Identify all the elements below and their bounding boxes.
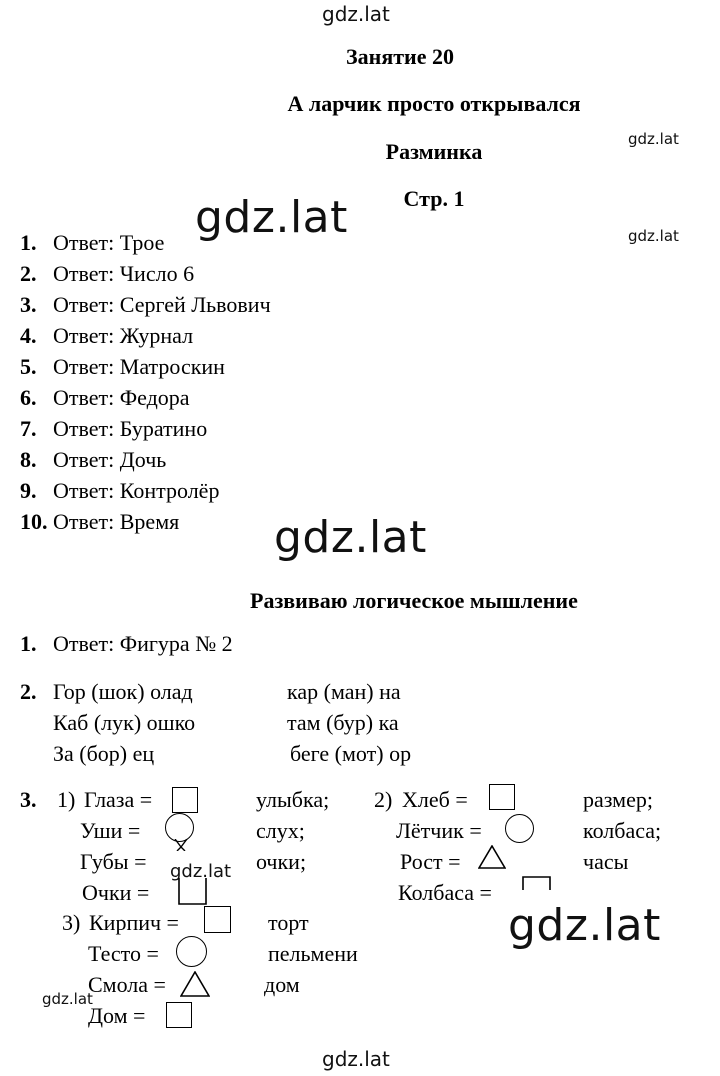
task-2-left: Каб (лук) ошко — [53, 710, 196, 735]
group-2-answer: колбаса; — [583, 818, 662, 843]
section-title: Разминка — [385, 139, 483, 164]
triangle-shape — [180, 971, 210, 997]
list-item: 2. Ответ: Число 6 — [20, 261, 195, 286]
group-2-item: Колбаса = — [398, 880, 492, 905]
watermark: gdz.lat — [322, 1047, 390, 1071]
square-shape — [489, 784, 515, 810]
group-2-item: Хлеб = — [402, 787, 468, 812]
group-3-answer: дом — [264, 972, 300, 997]
group-1-item: Глаза = — [84, 787, 153, 812]
group-1-answer: слух; — [256, 818, 305, 843]
task-2-left: Гор (шок) олад — [53, 679, 193, 704]
watermark: gdz.lat — [628, 227, 679, 245]
group-1-answer: улыбка; — [256, 787, 330, 812]
group-2-answer: часы — [583, 849, 629, 874]
list-item: 5. Ответ: Матроскин — [20, 354, 225, 379]
square-shape — [522, 876, 552, 890]
watermark: gdz.lat — [274, 512, 427, 563]
square-shape — [204, 906, 231, 933]
group-2-answer: размер; — [583, 787, 653, 812]
task-2-right: там (бур) ка — [287, 710, 399, 735]
group-3-item: Кирпич = — [89, 910, 179, 935]
group-3-answer: торт — [268, 910, 309, 935]
task-2-number: 2. — [20, 679, 37, 704]
group-3-item: Тесто = — [88, 941, 159, 966]
task-3-number: 3. — [20, 787, 37, 812]
cross-mark — [171, 839, 191, 851]
list-item: 10. Ответ: Время — [20, 509, 180, 534]
list-item: 9. Ответ: Контролёр — [20, 478, 220, 503]
list-item: 3. Ответ: Сергей Львович — [20, 292, 271, 317]
watermark: gdz.lat — [42, 990, 93, 1008]
task-1: 1. Ответ: Фигура № 2 — [20, 631, 233, 656]
task-2-left: За (бор) ец — [53, 741, 155, 766]
group-2-item: Лётчик = — [396, 818, 482, 843]
lesson-number: Занятие 20 — [346, 44, 454, 69]
watermark: gdz.lat — [628, 130, 679, 148]
list-item: 6. Ответ: Федора — [20, 385, 190, 410]
watermark: gdz.lat — [508, 900, 661, 951]
group-3-answer: пельмени — [268, 941, 358, 966]
triangle-shape — [478, 845, 506, 869]
list-item: 8. Ответ: Дочь — [20, 447, 167, 472]
lesson-title: А ларчик просто открывался — [287, 91, 581, 116]
watermark: gdz.lat — [170, 861, 232, 882]
watermark: gdz.lat — [322, 2, 390, 26]
circle-shape — [176, 936, 207, 967]
group-1-label: 1) — [57, 787, 76, 812]
group-3-label: 3) — [62, 910, 81, 935]
group-2-label: 2) — [374, 787, 393, 812]
section-heading: Развиваю логическое мышление — [250, 588, 578, 613]
group-3-item: Дом = — [88, 1003, 146, 1028]
page-label: Стр. 1 — [403, 186, 465, 211]
watermark: gdz.lat — [195, 192, 348, 243]
task-2-right: беге (мот) ор — [290, 741, 412, 766]
group-1-item: Уши = — [80, 818, 141, 843]
group-1-answer: очки; — [256, 849, 307, 874]
group-1-item: Губы = — [80, 849, 147, 874]
group-2-item: Рост = — [400, 849, 461, 874]
circle-shape — [505, 814, 534, 843]
group-3-item: Смола = — [88, 972, 166, 997]
square-shape — [178, 878, 208, 906]
list-item: 7. Ответ: Буратино — [20, 416, 208, 441]
square-shape — [172, 787, 198, 813]
list-item: 1. Ответ: Трое — [20, 230, 165, 255]
group-1-item: Очки = — [82, 880, 150, 905]
circle-shape — [165, 813, 194, 842]
square-shape — [166, 1002, 192, 1028]
task-2-right: кар (ман) на — [287, 679, 401, 704]
list-item: 4. Ответ: Журнал — [20, 323, 194, 348]
